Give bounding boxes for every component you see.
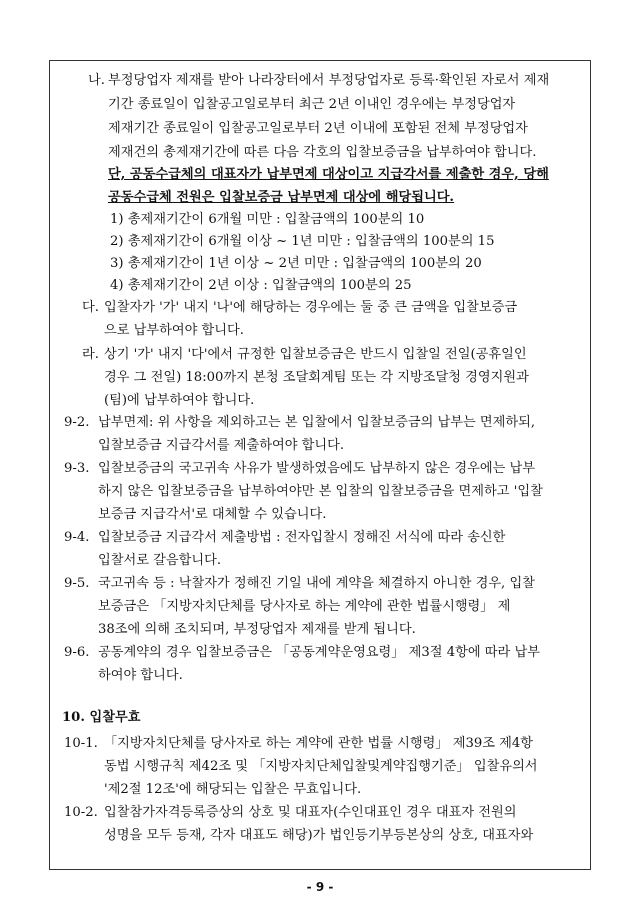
underlined-note: 단, 공동수급체의 대표자가 납부면제 대상이고 지급각서를 제출한 경우, 당해 [108, 167, 549, 182]
section-number: 9-6. [64, 645, 90, 660]
text-line: 「지방자치단체를 당사자로 하는 계약에 관한 법률 시행령」 제39조 제4항 [104, 736, 534, 751]
text-line: 공동계약의 경우 입찰보증금은 「공동계약운영요령」 제3절 4항에 따라 납부 [98, 645, 540, 660]
item-marker-da: 다. [82, 300, 99, 315]
text-line: 입찰서로 갈음합니다. [98, 553, 222, 568]
text-line: 기간 종료일이 입찰공고일로부터 최근 2년 이내인 경우에는 부정당업자 [108, 97, 516, 112]
text-line: 하지 않은 입찰보증금을 납부하여야만 본 입찰의 입찰보증금을 면제하고 '입찰 [98, 484, 543, 499]
text-line: (팀)에 납부하여야 합니다. [104, 393, 255, 408]
text-line: '제2절 12조'에 해당되는 입찰은 무효입니다. [104, 782, 362, 797]
text-line: 입찰자가 '가' 내지 '나'에 해당하는 경우에는 둘 중 큰 금액을 입찰보증금 [104, 300, 518, 315]
text-line: 입찰보증금 지급각서를 제출하여야 합니다. [98, 438, 345, 453]
text-line: 제재기간 종료일이 입찰공고일로부터 2년 이내에 포함된 전체 부정당업자 [108, 121, 528, 136]
section-number: 9-5. [64, 576, 90, 591]
section-heading: 10. 입찰무효 [62, 710, 141, 725]
text-line: 성명을 모두 등재, 각자 대표도 해당)가 법인등기부등본상의 상호, 대표자와 [104, 828, 534, 843]
list-item: 3) 총제재기간이 1년 이상 ~ 2년 미만 : 입찰금액의 100분의 20 [110, 256, 482, 271]
text-line: 38조에 의해 조치되며, 부정당업자 제재를 받게 됩니다. [98, 622, 416, 637]
text-line: 납부면제: 위 사항을 제외하고는 본 입찰에서 입찰보증금의 납부는 면제하되, [98, 415, 536, 430]
text-line: 보증금은 「지방자치단체를 당사자로 하는 계약에 관한 법률시행령」 제 [98, 599, 511, 614]
text-line: 국고귀속 등 : 낙찰자가 정해진 기일 내에 계약을 체결하지 아니한 경우, 입찰 [98, 576, 535, 591]
section-number: 9-4. [64, 530, 90, 545]
text-line: 부정당업자 제재를 받아 나라장터에서 부정당업자로 등록·확인된 자로서 제재 [108, 73, 550, 88]
text-line: 보증금 지급각서'로 대체할 수 있습니다. [98, 507, 327, 522]
text-line: 상기 '가' 내지 '다'에서 규정한 입찰보증금은 반드시 입찰일 전일(공휴일인 [104, 347, 527, 362]
text-line: 입찰보증금 지급각서 제출방법 : 전자입찰시 정해진 서식에 따라 송신한 [98, 530, 506, 545]
item-marker-na: 나. [88, 73, 105, 88]
text-line: 동법 시행규칙 제42조 및 「지방자치단체입찰및계약집행기준」 입찰유의서 [104, 759, 538, 774]
section-number: 10-2. [64, 805, 98, 820]
section-number: 9-2. [64, 415, 90, 430]
text-line: 으로 납부하여야 합니다. [104, 323, 244, 338]
section-number: 9-3. [64, 461, 90, 476]
item-marker-ra: 라. [82, 347, 99, 362]
text-line: 하여야 합니다. [98, 668, 183, 683]
section-number: 10-1. [64, 736, 98, 751]
text-line: 경우 그 전일) 18:00까지 본청 조달회계팀 또는 각 지방조달청 경영지원과 [104, 370, 529, 385]
text-line: 제재건의 총제재기간에 따른 다음 각호의 입찰보증금을 납부하여야 합니다. [108, 145, 537, 160]
list-item: 1) 총제재기간이 6개월 미만 : 입찰금액의 100분의 10 [110, 212, 425, 227]
page-number: - 9 - [306, 880, 334, 894]
text-line: 입찰참가자격등록증상의 상호 및 대표자(수인대표인 경우 대표자 전원의 [104, 805, 517, 820]
text-line: 입찰보증금의 국고귀속 사유가 발생하였음에도 납부하지 않은 경우에는 납부 [98, 461, 535, 476]
list-item: 4) 총제재기간이 2년 이상 : 입찰금액의 100분의 25 [110, 278, 412, 293]
underlined-note: 공동수급체 전원은 입찰보증금 납부면제 대상에 해당됩니다. [108, 190, 455, 205]
list-item: 2) 총제재기간이 6개월 이상 ~ 1년 미만 : 입찰금액의 100분의 15 [110, 234, 495, 249]
